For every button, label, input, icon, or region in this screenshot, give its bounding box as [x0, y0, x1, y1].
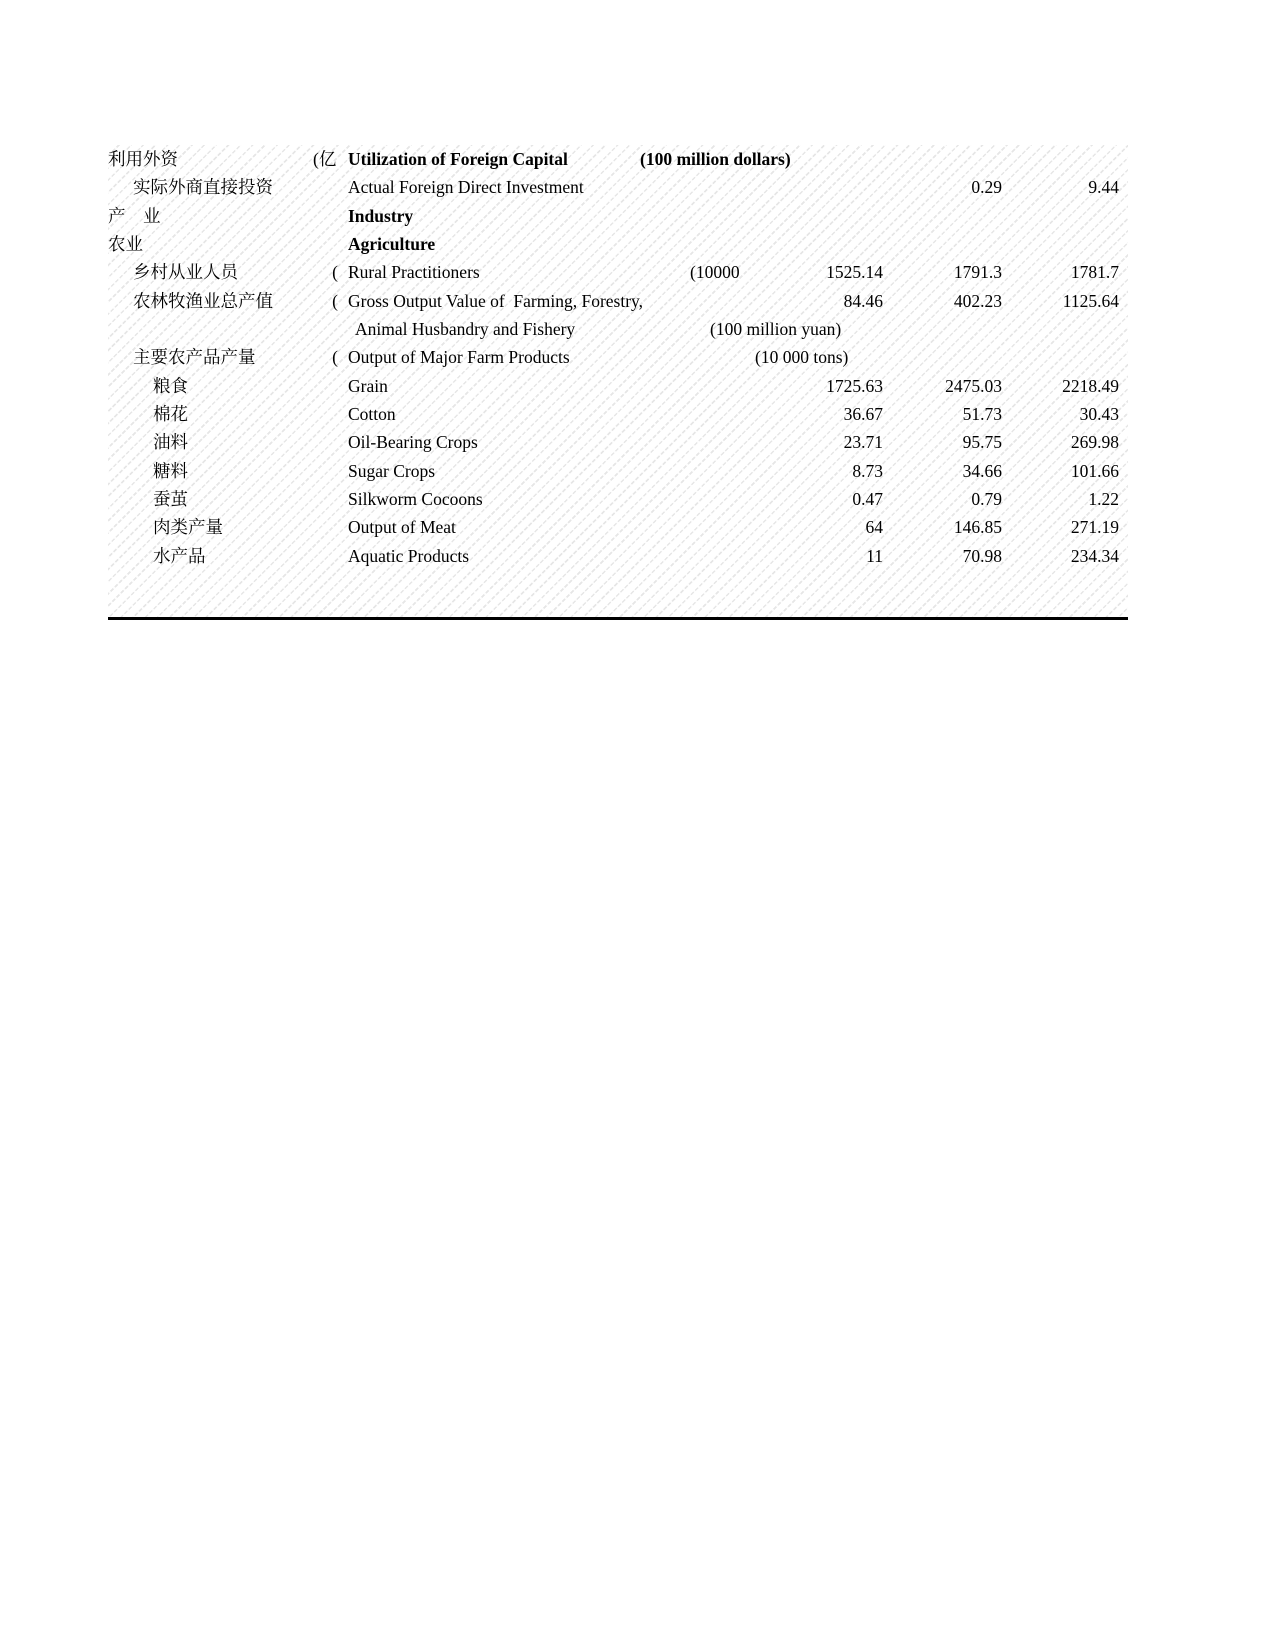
table-row	[108, 315, 1128, 343]
cell-value-3: 30.43	[1079, 403, 1119, 424]
cell-value-2	[883, 315, 1002, 343]
table-row	[108, 457, 1128, 485]
cell-value-2	[883, 202, 1002, 230]
cell-label-en: Cotton	[348, 403, 396, 424]
cell-unit-cn	[313, 485, 348, 513]
cell-unit-en	[640, 513, 760, 541]
cell-value-3: 101.66	[1070, 460, 1119, 481]
cell-unit-cn	[313, 513, 348, 541]
cell-value-1: 0.47	[852, 488, 883, 509]
cell-label-en: Gross Output Value of Farming, Forestry,	[348, 290, 644, 311]
cell-value-1: 36.67	[843, 403, 883, 424]
table-row	[108, 145, 1128, 173]
cell-value-2: 0.29	[971, 177, 1002, 198]
cell-label-cn: 水产品	[153, 545, 206, 566]
table-row	[108, 400, 1128, 428]
cell-value-3	[1002, 315, 1119, 343]
cell-value-2	[883, 145, 1002, 173]
cell-unit-en	[640, 173, 760, 201]
cell-value-1	[760, 173, 883, 201]
cell-value-3	[1002, 145, 1119, 173]
cell-label-en: Aquatic Products	[348, 545, 470, 566]
cell-label-en: Oil-Bearing Crops	[348, 432, 478, 453]
cell-label-en: Output of Major Farm Products	[348, 347, 570, 368]
table-row	[108, 513, 1128, 541]
cell-value-3: 271.19	[1070, 517, 1119, 538]
cell-unit-en	[640, 400, 760, 428]
cell-value-2: 95.75	[962, 432, 1002, 453]
cell-label-en: Actual Foreign Direct Investment	[348, 177, 584, 198]
cell-value-1: 8.73	[852, 460, 883, 481]
cell-unit-cn	[313, 315, 348, 343]
cell-unit-cn: (	[332, 290, 338, 311]
cell-unit-en	[640, 372, 760, 400]
cell-unit-cn	[313, 428, 348, 456]
cell-value-2: 402.23	[953, 290, 1002, 311]
cell-label-cn: 农林牧渔业总产值	[133, 290, 273, 311]
cell-label-en: Utilization of Foreign Capital	[348, 149, 568, 169]
cell-value-2: 51.73	[962, 403, 1002, 424]
cell-unit-en: (10000	[690, 262, 740, 283]
cell-value-2: 1791.3	[953, 262, 1002, 283]
cell-value-3: 1.22	[1088, 488, 1119, 509]
cell-unit-cn	[313, 202, 348, 230]
cell-label-cn: 棉花	[153, 403, 188, 424]
cell-unit-en: (100 million dollars)	[640, 149, 791, 169]
cell-value-3: 269.98	[1070, 432, 1119, 453]
statistical-table-sheet	[108, 145, 1128, 617]
cell-label-en: Industry	[348, 205, 414, 226]
cell-unit-en	[640, 457, 760, 485]
cell-unit-cn	[313, 173, 348, 201]
cell-unit-en: (10 000 tons)	[755, 347, 849, 368]
cell-value-1: 1725.63	[826, 375, 883, 396]
cell-label-cn: 农业	[108, 233, 143, 254]
cell-value-1: 23.71	[843, 432, 883, 453]
bottom-rule	[108, 617, 1128, 620]
cell-unit-cn	[313, 457, 348, 485]
cell-value-3: 234.34	[1070, 545, 1119, 566]
cell-unit-cn: (亿	[313, 149, 337, 169]
cell-label-en: Animal Husbandry and Fishery	[355, 318, 576, 339]
cell-value-2: 146.85	[953, 517, 1002, 538]
cell-value-3	[1002, 202, 1119, 230]
table-row	[108, 343, 1128, 371]
table-row	[108, 173, 1128, 201]
cell-label-cn: 利用外资	[108, 149, 178, 169]
cell-label-cn: 产 业	[108, 205, 161, 226]
cell-value-1	[760, 202, 883, 230]
cell-value-3	[1002, 343, 1119, 371]
cell-unit-cn	[313, 230, 348, 258]
table-row	[108, 372, 1128, 400]
cell-label-cn	[108, 315, 313, 343]
cell-unit-en	[640, 428, 760, 456]
cell-value-3	[1002, 230, 1119, 258]
cell-label-en: Grain	[348, 375, 388, 396]
cell-value-1	[760, 230, 883, 258]
cell-label-cn: 糖料	[153, 460, 188, 481]
cell-value-2: 34.66	[962, 460, 1002, 481]
cell-value-1: 84.46	[843, 290, 883, 311]
cell-label-en: Agriculture	[348, 233, 436, 254]
cell-label-en: Sugar Crops	[348, 460, 436, 481]
cell-value-2: 70.98	[962, 545, 1002, 566]
table-row	[108, 428, 1128, 456]
cell-value-1	[760, 145, 883, 173]
cell-label-en: Silkworm Cocoons	[348, 488, 483, 509]
cell-unit-en	[640, 287, 760, 315]
cell-label-cn: 肉类产量	[153, 517, 223, 538]
table-row	[108, 202, 1128, 230]
cell-label-cn: 油料	[153, 432, 188, 453]
cell-value-1	[760, 343, 883, 371]
cell-value-1: 1525.14	[826, 262, 883, 283]
cell-unit-cn: (	[332, 347, 338, 368]
cell-unit-cn	[313, 372, 348, 400]
cell-label-en: Output of Meat	[348, 517, 456, 538]
cell-value-3: 2218.49	[1062, 375, 1119, 396]
cell-label-cn: 乡村从业人员	[133, 262, 238, 283]
table-row	[108, 230, 1128, 258]
cell-unit-en	[640, 230, 760, 258]
table-row	[108, 287, 1128, 315]
table-row	[108, 258, 1128, 286]
cell-label-cn: 蚕茧	[153, 488, 188, 509]
cell-unit-en	[640, 202, 760, 230]
cell-unit-en	[640, 485, 760, 513]
cell-label-cn: 实际外商直接投资	[133, 177, 273, 198]
cell-unit-cn	[313, 542, 348, 570]
table-row	[108, 485, 1128, 513]
cell-value-3: 1781.7	[1070, 262, 1119, 283]
cell-label-cn: 主要农产品产量	[133, 347, 256, 368]
cell-unit-cn	[313, 400, 348, 428]
cell-value-1: 64	[865, 517, 883, 538]
cell-unit-cn: (	[332, 262, 338, 283]
cell-value-1	[760, 315, 883, 343]
cell-value-2: 2475.03	[945, 375, 1002, 396]
cell-value-1: 11	[866, 545, 883, 566]
cell-value-3: 1125.64	[1062, 290, 1119, 311]
cell-value-3: 9.44	[1088, 177, 1119, 198]
cell-unit-en: (100 million yuan)	[710, 318, 842, 339]
cell-label-en: Rural Practitioners	[348, 262, 480, 283]
table-row	[108, 542, 1128, 570]
cell-unit-en	[640, 542, 760, 570]
cell-value-2: 0.79	[971, 488, 1002, 509]
cell-value-2	[883, 230, 1002, 258]
cell-label-cn: 粮食	[153, 375, 188, 396]
cell-value-2	[883, 343, 1002, 371]
